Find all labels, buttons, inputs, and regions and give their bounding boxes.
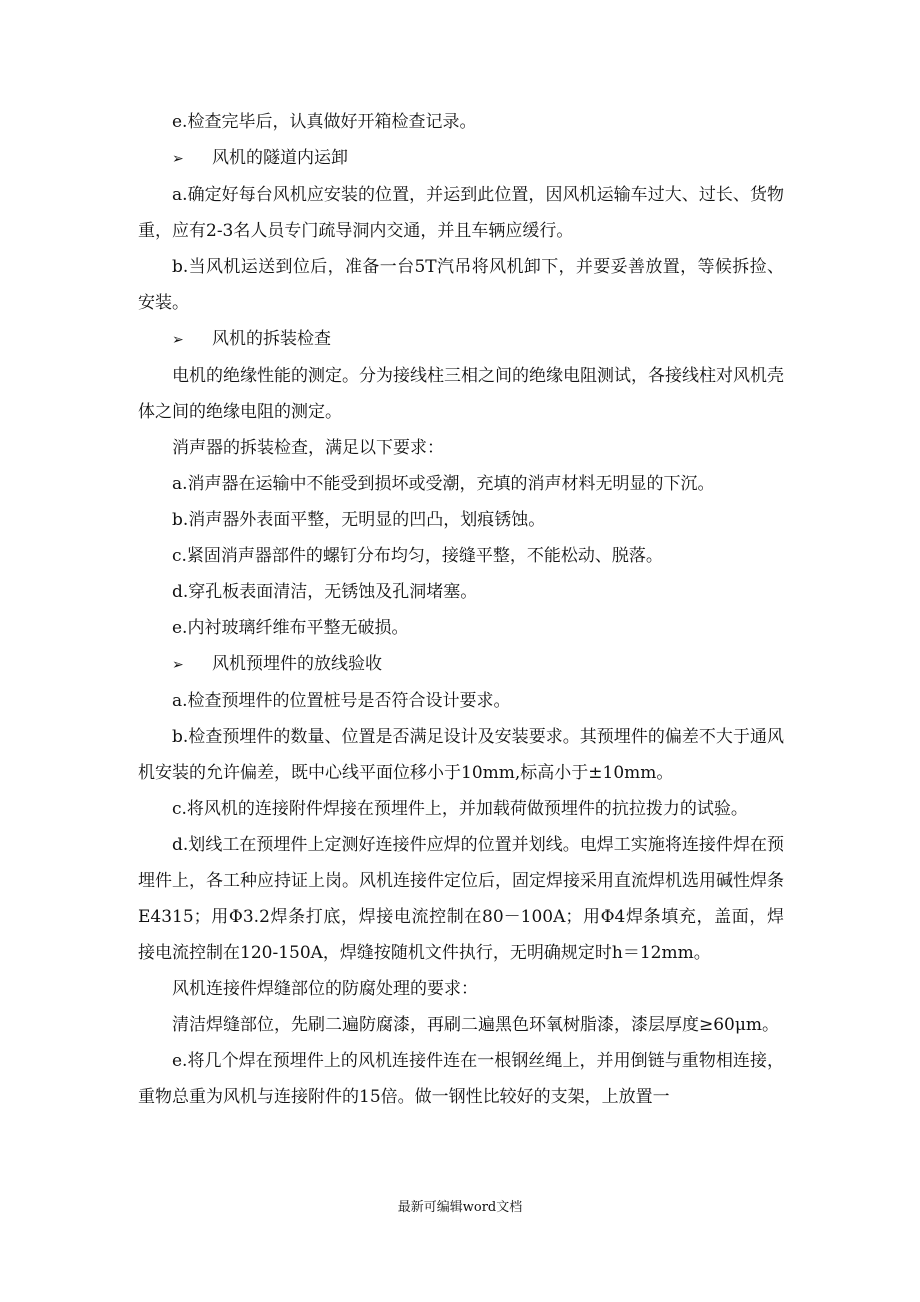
section-heading-text: 风机预埋件的放线验收 xyxy=(212,654,382,674)
body-paragraph: d.划线工在预埋件上定测好连接件应焊的位置并划线。电焊工实施将连接件焊在预埋件上，各工种应持证上岗。风机连接件定位后，固定焊接采用直流焊机选用碱性焊条E4315；用Φ3.2焊条打底，焊接电流控制在80－100A；用Φ4焊条填充，盖面，焊接电流控制在120-150A，焊缝按随机文件执行，无明确规定时h＝12mm。 xyxy=(138,835,784,963)
document-body xyxy=(138,104,784,1115)
body-paragraph: 风机连接件焊缝部位的防腐处理的要求： xyxy=(172,979,478,999)
body-paragraph: b.当风机运送到位后，准备一台5T汽吊将风机卸下，并要妥善放置，等候拆捡、安装。 xyxy=(138,257,784,313)
body-paragraph: c.将风机的连接附件焊接在预埋件上，并加载荷做预埋件的抗拉拨力的试验。 xyxy=(172,799,748,819)
body-paragraph: e.将几个焊在预埋件上的风机连接件连在一根钢丝绳上，并用倒链与重物相连接，重物总重为风机与连接附件的15倍。做一钢性比较好的支架，上放置一 xyxy=(138,1051,784,1107)
section-heading-text: 风机的隧道内运卸 xyxy=(212,148,348,168)
bullet-arrow-icon: ➢ xyxy=(172,151,184,167)
body-paragraph: a.确定好每台风机应安装的位置，并运到此位置，因风机运输车过大、过长、货物重，应有2-3名人员专门疏导洞内交通，并且车辆应缓行。 xyxy=(138,185,784,241)
bullet-arrow-icon: ➢ xyxy=(172,657,184,673)
body-paragraph: 清洁焊缝部位，先刷二遍防腐漆，再刷二遍黑色环氧树脂漆，漆层厚度≥60μm。 xyxy=(172,1015,780,1035)
body-paragraph: e.内衬玻璃纤维布平整无破损。 xyxy=(172,618,409,638)
section-heading xyxy=(138,646,784,683)
page-footer: 最新可编辑word文档 xyxy=(397,1200,523,1215)
body-paragraph: b.检查预埋件的数量、位置是否满足设计及安装要求。其预埋件的偏差不大于通风机安装的允许偏差，既中心线平面位移小于10mm,标高小于±10mm。 xyxy=(138,727,784,783)
body-paragraph: b.消声器外表面平整，无明显的凹凸，划痕锈蚀。 xyxy=(172,510,546,530)
body-paragraph: 消声器的拆装检查，满足以下要求： xyxy=(172,438,444,458)
section-heading-text: 风机的拆装检查 xyxy=(212,329,331,349)
body-paragraph: a.消声器在运输中不能受到损坏或受潮，充填的消声材料无明显的下沉。 xyxy=(172,474,715,494)
body-paragraph: 电机的绝缘性能的测定。分为接线柱三相之间的绝缘电阻测试，各接线柱对风机壳体之间的绝缘电阻的测定。 xyxy=(138,366,784,422)
section-heading xyxy=(138,140,784,177)
body-paragraph: d.穿孔板表面清洁，无锈蚀及孔洞堵塞。 xyxy=(172,582,478,602)
body-paragraph: e.检查完毕后，认真做好开箱检查记录。 xyxy=(172,112,477,132)
body-paragraph: a.检查预埋件的位置桩号是否符合设计要求。 xyxy=(172,691,511,711)
body-paragraph: c.紧固消声器部件的螺钉分布均匀，接缝平整，不能松动、脱落。 xyxy=(172,546,663,566)
bullet-arrow-icon: ➢ xyxy=(172,332,184,348)
section-heading xyxy=(138,321,784,358)
